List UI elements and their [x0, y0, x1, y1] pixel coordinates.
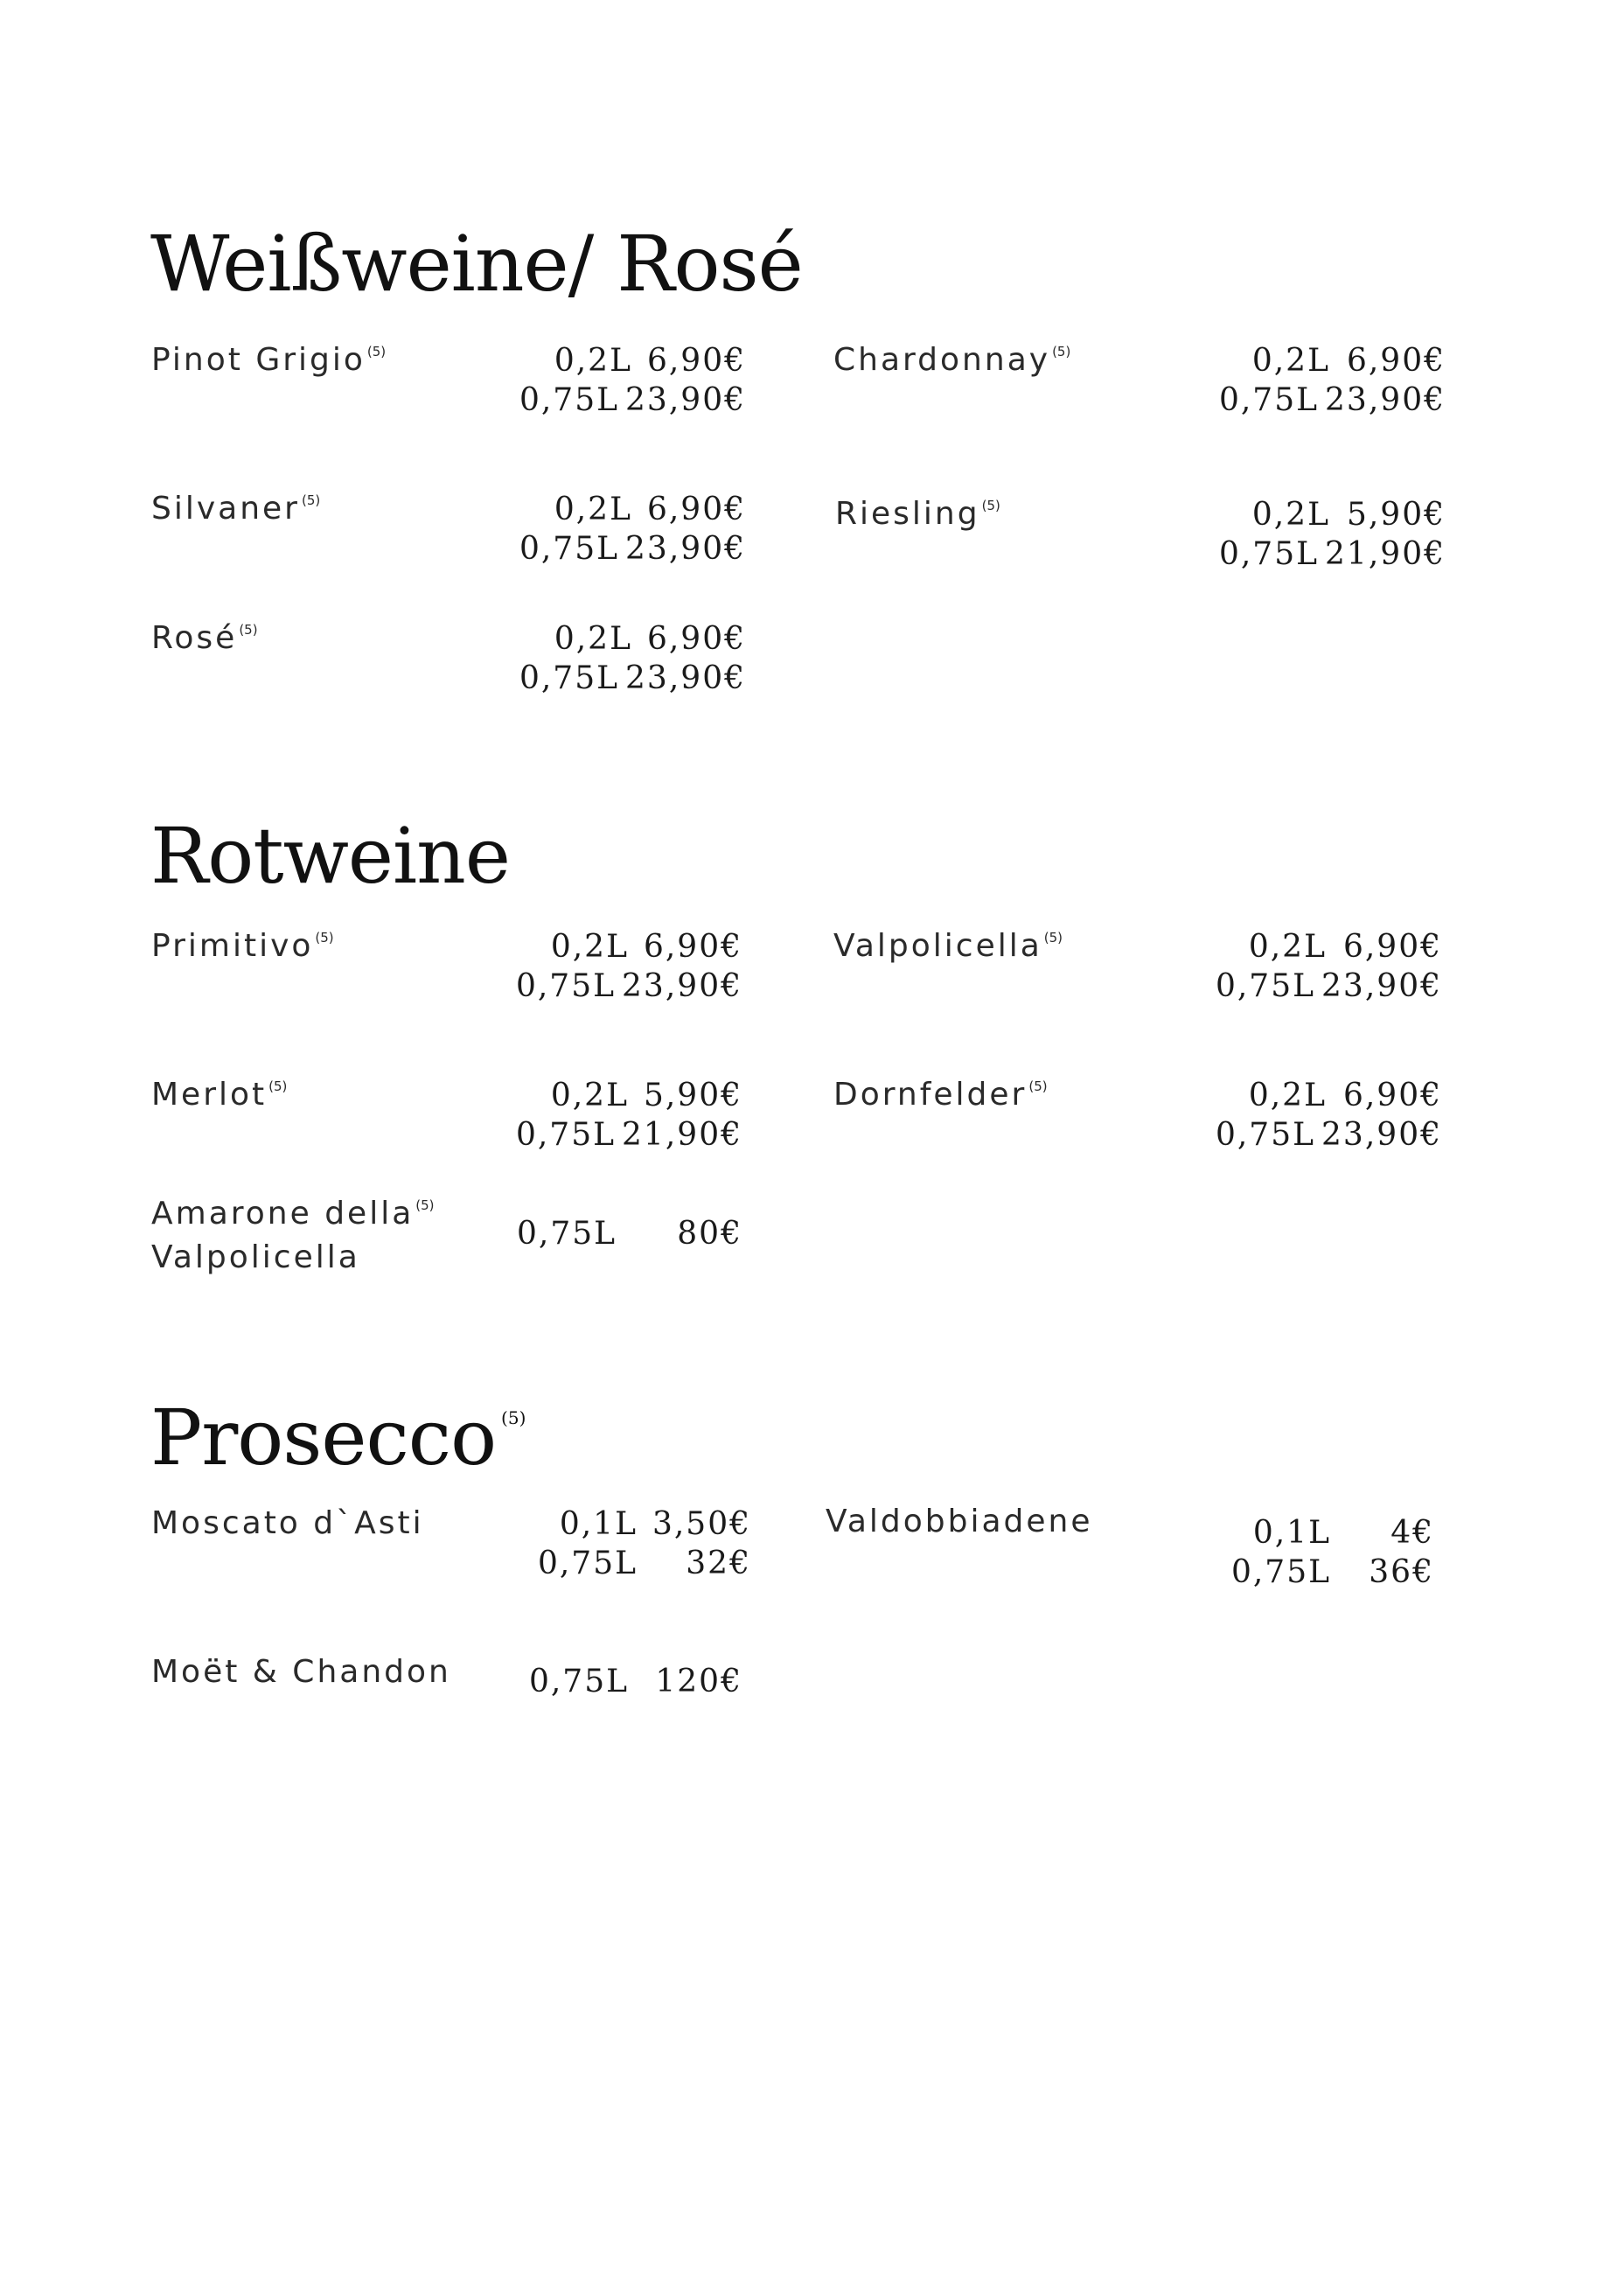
- footnote-marker: (5): [239, 622, 258, 638]
- wine-name: Moscato d`Asti: [151, 1505, 424, 1541]
- price-row: 0,2L 6,90€: [1248, 1078, 1442, 1113]
- footnote-marker: (5): [501, 1407, 526, 1428]
- price-list: [527, 1504, 751, 1583]
- price-list: [508, 1076, 742, 1155]
- price-row: 0,2L 6,90€: [554, 621, 746, 657]
- price-row: 0,2L 6,90€: [550, 929, 742, 965]
- price-row: 0,75L 23,90€: [519, 382, 746, 418]
- wine-name: Valpolicella $^{(5)}$: [833, 928, 1063, 964]
- wine-name: Merlot $^{(5)}$: [151, 1077, 288, 1113]
- wine-name: Primitivo $^{(5)}$: [151, 928, 334, 964]
- footnote-marker: (5): [1052, 344, 1071, 359]
- price-list: [1208, 495, 1446, 574]
- price-row: 0,75L 32€: [537, 1546, 751, 1581]
- price-row: 0,75L 36€: [1230, 1554, 1434, 1590]
- wine-name: Dornfelder $^{(5)}$: [833, 1077, 1048, 1113]
- price-row: 0,2L 6,90€: [554, 343, 746, 379]
- wine-name: Rosé $^{(5)}$: [151, 620, 258, 656]
- price-row: 0,2L 6,90€: [1251, 343, 1446, 379]
- price-row: 0,2L 6,90€: [1248, 929, 1442, 965]
- price-row: 0,1L 3,50€: [559, 1506, 751, 1542]
- wine-name: Moët & Chandon: [151, 1654, 451, 1690]
- section-title-white-wines: Weißweine/ Rosé: [150, 219, 803, 309]
- price-list: [512, 341, 746, 420]
- wine-name: Riesling $^{(5)}$: [835, 496, 1000, 532]
- price-list: [1219, 1513, 1434, 1592]
- footnote-marker: (5): [1028, 1078, 1048, 1094]
- wine-name: Amarone della $^{(5)}$ Valpolicella: [151, 1196, 435, 1275]
- footnote-marker: (5): [415, 1197, 435, 1213]
- price-list: [508, 927, 742, 1006]
- wine-name: Chardonnay $^{(5)}$: [833, 342, 1071, 378]
- price-list: [524, 1662, 742, 1701]
- footnote-marker: (5): [981, 498, 1000, 513]
- price-row: 0,2L 5,90€: [550, 1078, 742, 1113]
- price-row: 0,1L 4€: [1252, 1515, 1434, 1551]
- price-row: 0,75L 21,90€: [1218, 536, 1446, 572]
- price-list: [512, 619, 746, 698]
- price-row: 0,75L 23,90€: [1218, 382, 1446, 418]
- price-row: 0,75L 23,90€: [1215, 1117, 1442, 1153]
- footnote-marker: (5): [366, 344, 387, 359]
- section-title-prosecco: Prosecco $^{(5)}$: [150, 1392, 526, 1483]
- price-list: [1208, 341, 1446, 420]
- price-row: 0,75L 120€: [528, 1664, 742, 1699]
- price-row: 0,75L 23,90€: [519, 660, 746, 696]
- price-row: 0,75L 21,90€: [515, 1117, 742, 1153]
- price-list: [517, 1214, 742, 1253]
- footnote-marker: (5): [268, 1078, 288, 1094]
- footnote-marker: (5): [315, 930, 334, 946]
- wine-name: Pinot Grigio $^{(5)}$: [151, 342, 387, 378]
- price-row: 0,2L 6,90€: [554, 492, 746, 527]
- price-list: [512, 490, 746, 569]
- price-list: [1204, 927, 1442, 1006]
- price-row: 0,75L 23,90€: [519, 531, 746, 567]
- wine-name: Valdobbiadene: [826, 1504, 1093, 1539]
- price-row: 0,75L 80€: [517, 1216, 742, 1252]
- price-row: 0,2L 5,90€: [1251, 497, 1446, 533]
- price-row: 0,75L 23,90€: [1215, 968, 1442, 1004]
- footnote-marker: (5): [302, 492, 321, 508]
- wine-name: Silvaner $^{(5)}$: [151, 491, 321, 527]
- section-title-red-wines: Rotweine: [150, 811, 510, 901]
- footnote-marker: (5): [1043, 930, 1063, 946]
- price-row: 0,75L 23,90€: [515, 968, 742, 1004]
- price-list: [1204, 1076, 1442, 1155]
